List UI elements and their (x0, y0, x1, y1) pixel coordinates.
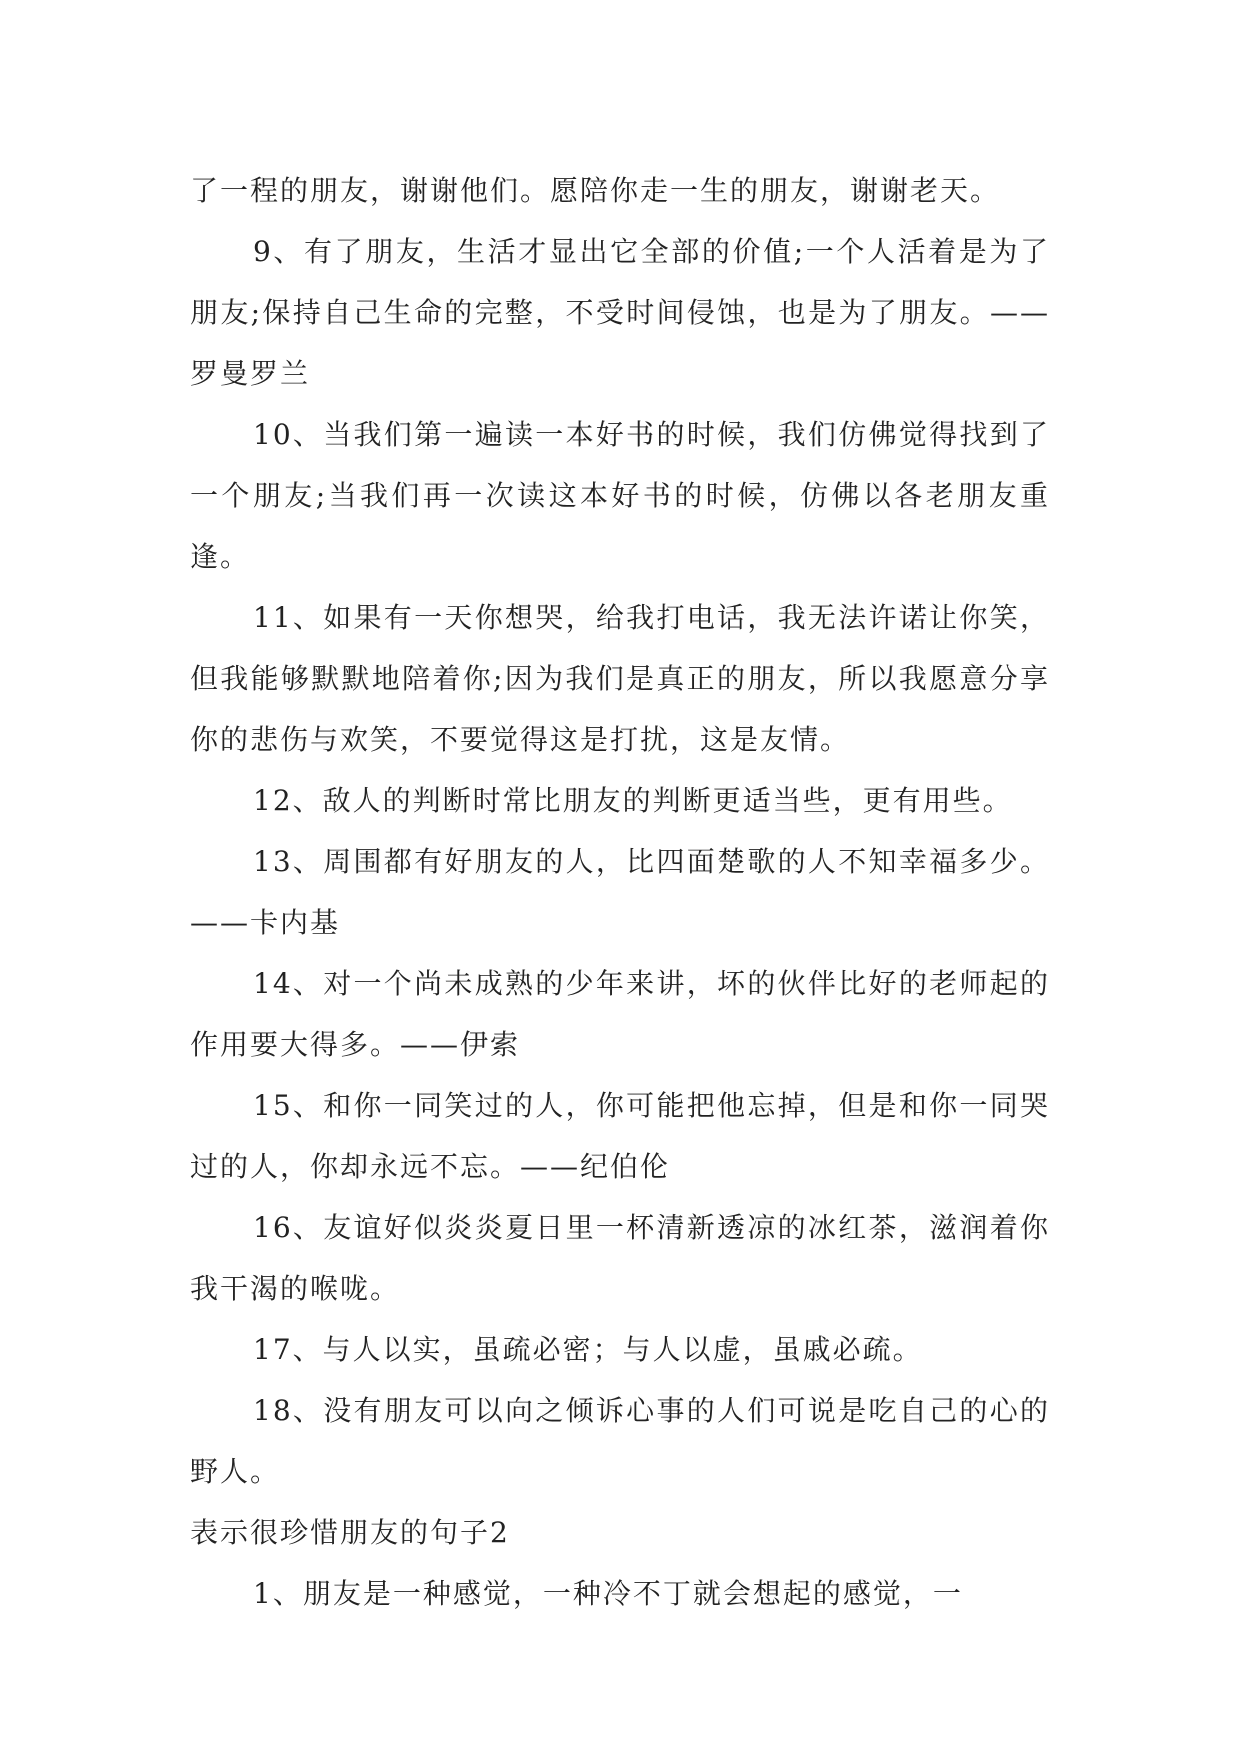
paragraph-item-17: 17、与人以实，虽疏必密；与人以虚，虽戚必疏。 (253, 1333, 923, 1366)
paragraph-item-14: 14、对一个尚未成熟的少年来讲，坏的伙伴比好的老师起的作用要大得多。——伊索 (190, 967, 1050, 1061)
paragraph-continuation: 了一程的朋友，谢谢他们。愿陪你走一生的朋友，谢谢老天。 (190, 174, 1001, 207)
paragraph-item-10: 10、当我们第一遍读一本好书的时候，我们仿佛觉得找到了一个朋友;当我们再一次读这本好书的时候，仿佛以各老朋友重逢。 (190, 418, 1050, 573)
paragraph-item-1: 1、朋友是一种感觉，一种冷不丁就会想起的感觉，一 (253, 1577, 963, 1610)
paragraph-item-15: 15、和你一同笑过的人，你可能把他忘掉，但是和你一同哭过的人，你却永远不忘。——纪伯伦 (190, 1089, 1050, 1183)
paragraph-item-16: 16、友谊好似炎炎夏日里一杯清新透凉的冰红茶，滋润着你我干渴的喉咙。 (190, 1211, 1050, 1305)
paragraph-item-18: 18、没有朋友可以向之倾诉心事的人们可说是吃自己的心的野人。 (190, 1394, 1050, 1488)
section-title: 表示很珍惜朋友的句子2 (190, 1516, 510, 1549)
paragraph-item-12: 12、敌人的判断时常比朋友的判断更适当些，更有用些。 (253, 784, 1013, 817)
paragraph-item-9: 9、有了朋友，生活才显出它全部的价值;一个人活着是为了朋友;保持自己生命的完整，不受时间侵蚀，也是为了朋友。——罗曼罗兰 (190, 235, 1050, 390)
paragraph-item-13: 13、周围都有好朋友的人，比四面楚歌的人不知幸福多少。——卡内基 (190, 845, 1050, 939)
paragraph-item-11: 11、如果有一天你想哭，给我打电话，我无法许诺让你笑，但我能够默默地陪着你;因为我们是真正的朋友，所以我愿意分享你的悲伤与欢笑，不要觉得这是打扰，这是友情。 (190, 601, 1050, 756)
document-body (190, 160, 1050, 1624)
